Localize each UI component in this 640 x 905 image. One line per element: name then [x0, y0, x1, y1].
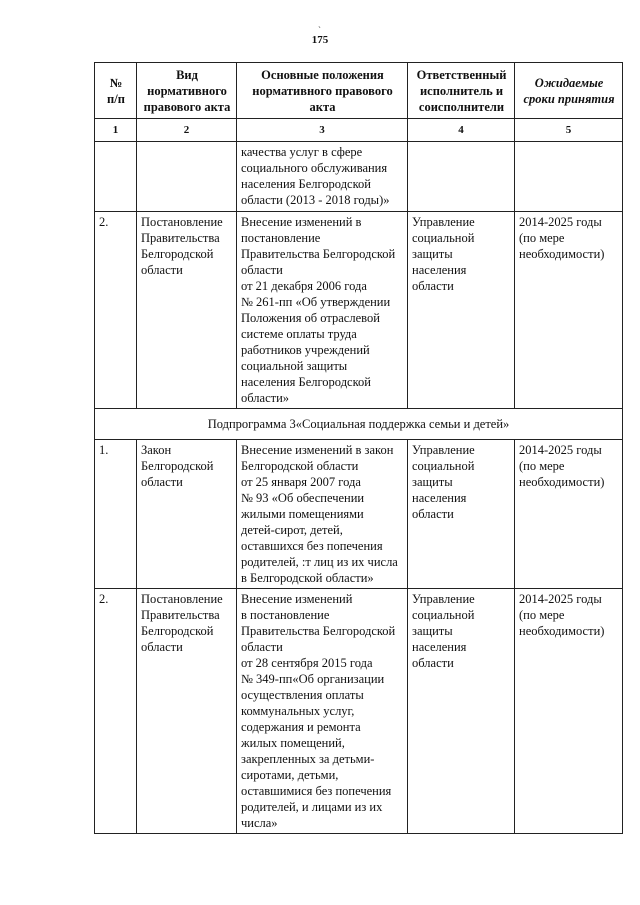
page-number: 175	[311, 34, 329, 46]
responsible-cell: Управление социальной защиты населения области	[408, 212, 515, 409]
responsible-cell	[408, 142, 515, 212]
table-row	[95, 142, 623, 212]
provisions-cell: Внесение изменений в закон Белгородской области от 25 января 2007 года № 93 «Об обеспечении жилыми помещениями детей-сирот, детей, оставшихся без попечения родителей, :т лиц из их числа в Белгородской области»	[237, 440, 408, 589]
column-number: 1	[95, 119, 137, 142]
column-number-row	[95, 119, 623, 142]
provisions-cell: Внесение изменений в постановление Правительства Белгородской области от 28 сентября 2015 года № 349-пп«Об организации осуществления оплаты коммунальных услуг, содержания и ремонта жилых помещений, закрепленных за детьми- сиротами, детьми, оставшимися без попечения родителей, и лицами из их числа»	[237, 589, 408, 834]
subprogram-title: Подпрограмма 3«Социальная поддержка семьи и детей»	[95, 409, 623, 440]
subprogram-section-row	[95, 409, 623, 440]
provisions-cell: качества услуг в сфере социального обслуживания населения Белгородской области (2013 - 2018 годы)»	[237, 142, 408, 212]
responsible-cell: Управление социальной защиты населения области	[408, 589, 515, 834]
table-row	[95, 589, 623, 834]
legal-acts-table	[94, 62, 623, 834]
table-header-row	[95, 63, 623, 119]
table-row	[95, 212, 623, 409]
row-number-cell: 2.	[95, 589, 137, 834]
deadline-cell	[515, 142, 623, 212]
header-deadline: Ожидаемые сроки принятия	[515, 63, 623, 119]
table-row	[95, 440, 623, 589]
row-number-cell: 2.	[95, 212, 137, 409]
act-type-cell	[137, 142, 237, 212]
provisions-cell: Внесение изменений в постановление Правительства Белгородской области от 21 декабря 2006 года № 261-пп «Об утверждении Положения об отраслевой системе оплаты труда работников учреждений социальной защиты населения Белгородской области»	[237, 212, 408, 409]
scan-mark: ˎ	[318, 18, 321, 28]
deadline-cell: 2014-2025 годы (по мере необходимости)	[515, 212, 623, 409]
header-act-type: Вид нормативного правового акта	[137, 63, 237, 119]
column-number: 5	[515, 119, 623, 142]
deadline-cell: 2014-2025 годы (по мере необходимости)	[515, 440, 623, 589]
column-number: 2	[137, 119, 237, 142]
act-type-cell: Постановление Правительства Белгородской области	[137, 212, 237, 409]
column-number: 4	[408, 119, 515, 142]
header-number: № п/п	[95, 63, 137, 119]
responsible-cell: Управление социальной защиты населения области	[408, 440, 515, 589]
header-provisions: Основные положения нормативного правового акта	[237, 63, 408, 119]
act-type-cell: Постановление Правительства Белгородской области	[137, 589, 237, 834]
row-number-cell	[95, 142, 137, 212]
column-number: 3	[237, 119, 408, 142]
header-responsible: Ответственный исполнитель и соисполнители	[408, 63, 515, 119]
row-number-cell: 1.	[95, 440, 137, 589]
deadline-cell: 2014-2025 годы (по мере необходимости)	[515, 589, 623, 834]
act-type-cell: Закон Белгородской области	[137, 440, 237, 589]
